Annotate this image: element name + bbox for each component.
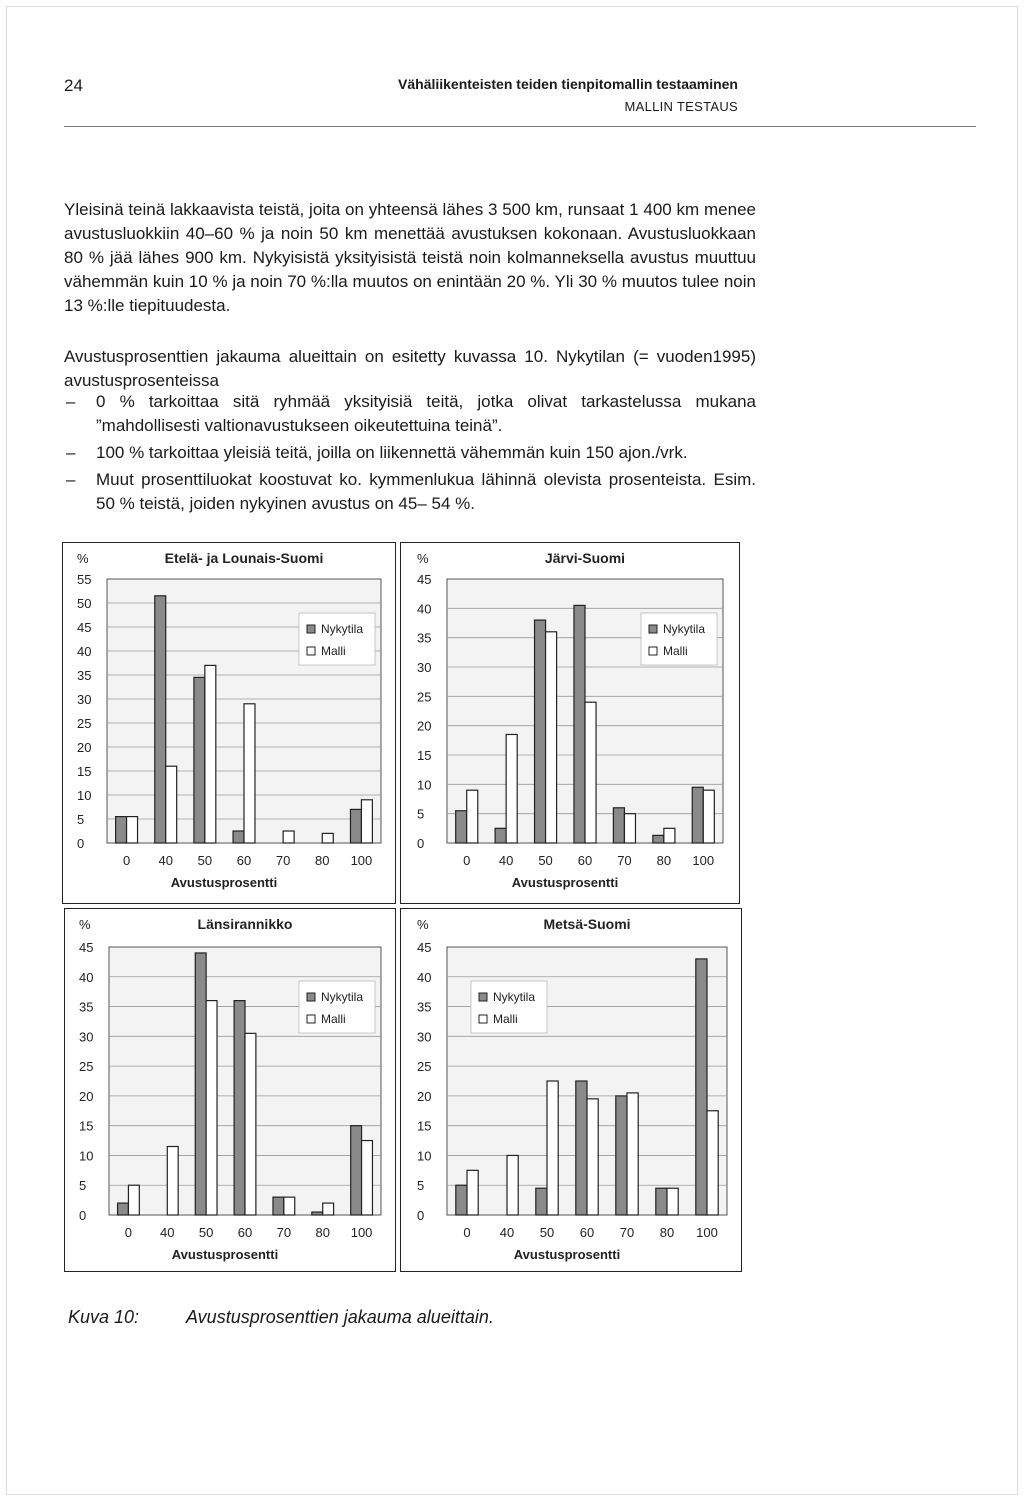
- y-tick-label: 25: [417, 1059, 432, 1075]
- bar-malli-100: [703, 790, 714, 843]
- y-tick-label: 50: [77, 596, 92, 611]
- legend-label-malli: Malli: [663, 644, 688, 658]
- x-tick-label: 100: [692, 853, 715, 868]
- bar-nykytila-40: [495, 828, 506, 843]
- y-axis-label: %: [79, 917, 91, 932]
- y-tick-label: 20: [417, 718, 432, 734]
- bar-malli-80: [664, 828, 675, 843]
- running-title: Vähäliikenteisten teiden tienpitomallin testaaminen: [398, 76, 738, 92]
- bar-nykytila-80: [653, 835, 664, 843]
- bar-malli-60: [245, 1033, 256, 1215]
- bar-nykytila-50: [195, 953, 206, 1215]
- y-tick-label: 10: [417, 1148, 432, 1164]
- legend-swatch-nykytila: [307, 993, 315, 1001]
- bar-malli-60: [585, 702, 596, 843]
- chart-svg: [65, 909, 395, 1271]
- bar-nykytila-60: [574, 605, 585, 843]
- bar-malli-70: [627, 1093, 638, 1215]
- bar-nykytila-100: [696, 959, 707, 1215]
- x-tick-label: 0: [463, 1225, 471, 1240]
- bar-nykytila-0: [456, 811, 467, 843]
- bar-malli-100: [361, 800, 372, 843]
- y-tick-label: 0: [79, 1208, 87, 1223]
- bar-malli-80: [322, 833, 333, 843]
- y-tick-label: 35: [417, 999, 432, 1015]
- y-axis-label: %: [77, 551, 89, 566]
- bar-malli-0: [467, 1170, 478, 1215]
- y-tick-label: 5: [417, 806, 425, 822]
- x-tick-label: 40: [498, 853, 514, 868]
- y-tick-label: 25: [77, 716, 92, 731]
- x-tick-label: 80: [659, 1225, 675, 1240]
- bar-nykytila-60: [233, 831, 244, 843]
- x-tick-label: 100: [350, 1225, 373, 1240]
- list-item-text: 0 % tarkoittaa sitä ryhmää yksityisiä teitä, jotka olivat tarkastelussa mukana ”mahdollisesti valtionavustukseen oikeutettuina teinä”.: [96, 392, 756, 435]
- bar-nykytila-80: [312, 1212, 323, 1215]
- legend-swatch-malli: [479, 1015, 487, 1023]
- x-tick-label: 50: [539, 1225, 555, 1240]
- x-axis-label: Avustusprosentti: [513, 1247, 621, 1262]
- legend-label-malli: Malli: [321, 1012, 346, 1026]
- x-tick-label: 60: [577, 853, 593, 868]
- x-tick-label: 100: [350, 853, 373, 868]
- header-divider: [64, 126, 976, 127]
- legend-swatch-malli: [307, 647, 315, 655]
- y-tick-label: 40: [417, 601, 432, 617]
- legend-label-nykytila: Nykytila: [321, 990, 364, 1004]
- bar-malli-50: [206, 1001, 217, 1215]
- y-tick-label: 45: [77, 620, 92, 635]
- bar-malli-80: [323, 1203, 334, 1215]
- y-tick-label: 35: [417, 630, 432, 646]
- x-tick-label: 50: [198, 1225, 214, 1240]
- y-tick-label: 0: [417, 836, 425, 851]
- list-item-text: 100 % tarkoittaa yleisiä teitä, joilla on liikennettä vähemmän kuin 150 ajon./vrk.: [96, 443, 688, 462]
- y-tick-label: 15: [77, 764, 92, 779]
- dash-bullet: –: [66, 470, 76, 489]
- y-tick-label: 10: [77, 788, 92, 803]
- bar-malli-50: [546, 632, 557, 843]
- x-tick-label: 0: [124, 1225, 133, 1240]
- x-tick-label: 70: [276, 1225, 292, 1240]
- dash-bullet: –: [66, 392, 76, 411]
- y-tick-label: 40: [77, 644, 92, 659]
- y-tick-label: 35: [79, 999, 94, 1015]
- bar-malli-40: [507, 1155, 518, 1215]
- x-tick-label: 100: [696, 1225, 718, 1240]
- y-tick-label: 0: [417, 1208, 425, 1223]
- chart-title: Länsirannikko: [197, 916, 293, 932]
- y-axis-label: %: [417, 551, 429, 566]
- bar-nykytila-50: [536, 1188, 547, 1215]
- list-item: [64, 390, 756, 438]
- list-item: [64, 441, 756, 465]
- running-subtitle: MALLIN TESTAUS: [624, 99, 738, 114]
- figure-caption-label: Kuva 10:: [68, 1307, 140, 1327]
- bar-malli-80: [667, 1188, 678, 1215]
- list-item: [64, 468, 756, 516]
- bar-malli-40: [167, 1147, 178, 1215]
- x-tick-label: 80: [315, 1225, 330, 1240]
- y-tick-label: 20: [417, 1088, 432, 1104]
- bar-nykytila-100: [350, 809, 361, 843]
- x-tick-label: 40: [160, 1225, 175, 1240]
- y-tick-label: 55: [77, 572, 92, 587]
- y-tick-label: 10: [417, 777, 432, 793]
- bar-malli-0: [127, 817, 138, 843]
- legend-swatch-malli: [307, 1015, 315, 1023]
- bar-nykytila-70: [616, 1096, 627, 1215]
- y-tick-label: 5: [79, 1178, 87, 1194]
- chart-title: Metsä-Suomi: [543, 916, 631, 932]
- legend-swatch-nykytila: [649, 625, 657, 633]
- list-item-text: Muut prosenttiluokat koostuvat ko. kymmenlukua lähinnä olevista prosenteista. Esim. 50 % teistä, joiden nykyinen avustus on 45– 54 %.: [96, 470, 756, 513]
- chart-svg: [401, 543, 739, 903]
- legend-swatch-nykytila: [479, 993, 487, 1001]
- chart-title: Järvi-Suomi: [544, 550, 626, 566]
- bar-malli-100: [362, 1141, 373, 1215]
- legend-label-malli: Malli: [321, 644, 346, 658]
- bar-malli-60: [587, 1099, 598, 1215]
- bar-nykytila-40: [155, 596, 166, 843]
- x-tick-label: 80: [315, 853, 330, 868]
- chart-etela-ja-lounais-suomi: [62, 542, 396, 904]
- x-tick-label: 70: [275, 853, 291, 868]
- chart-jarvi-suomi: [400, 542, 740, 904]
- legend-swatch-malli: [649, 647, 657, 655]
- y-tick-label: 25: [417, 689, 432, 705]
- chart-metsa-suomi: [400, 908, 742, 1272]
- x-tick-label: 0: [463, 853, 471, 868]
- bar-nykytila-60: [576, 1081, 587, 1215]
- bar-nykytila-50: [194, 677, 205, 843]
- dash-bullet: –: [66, 443, 76, 462]
- y-tick-label: 15: [417, 748, 432, 763]
- y-tick-label: 40: [79, 969, 94, 985]
- x-tick-label: 60: [579, 1225, 595, 1240]
- x-tick-label: 60: [236, 853, 252, 868]
- y-tick-label: 20: [77, 740, 92, 755]
- bar-nykytila-50: [535, 620, 546, 843]
- bar-nykytila-100: [351, 1126, 362, 1215]
- x-tick-label: 70: [619, 1225, 635, 1240]
- legend-label-nykytila: Nykytila: [493, 990, 536, 1004]
- chart-svg: [401, 909, 741, 1271]
- y-tick-label: 0: [77, 836, 85, 851]
- bar-malli-70: [624, 814, 635, 843]
- page-number: 24: [64, 76, 83, 95]
- paragraph-1: Yleisinä teinä lakkaavista teistä, joita on yhteensä lähes 3 500 km, runsaat 1 400 km menee avustusluokkiin 40–60 % ja noin 50 km menettää avustuksen kokonaan. Avustusluokkaan 80 % jää lähes 900 km. Nykyisistä yksityisistä teistä noin kolmanneksella avustus muuttuu vähemmän kuin 10 % ja noin 70 %:lla muutos on enintään 20 %. Yli 30 % muutos tulee noin 13 %:lle tiepituudesta.: [64, 200, 756, 315]
- bar-nykytila-70: [613, 808, 624, 843]
- bar-malli-50: [205, 665, 216, 843]
- legend-label-nykytila: Nykytila: [663, 622, 706, 636]
- y-tick-label: 10: [79, 1148, 94, 1164]
- chart-svg: [63, 543, 395, 903]
- bar-malli-70: [284, 1197, 295, 1215]
- bar-malli-0: [467, 790, 478, 843]
- x-axis-label: Avustusprosentti: [511, 875, 619, 890]
- chart-title: Etelä- ja Lounais-Suomi: [164, 550, 324, 566]
- bar-malli-100: [707, 1111, 718, 1215]
- bar-nykytila-0: [116, 817, 127, 843]
- x-tick-label: 0: [122, 853, 131, 868]
- bar-malli-60: [244, 704, 255, 843]
- legend-swatch-nykytila: [307, 625, 315, 633]
- definition-list: [64, 390, 756, 519]
- y-tick-label: 5: [417, 1178, 425, 1194]
- y-tick-label: 45: [417, 940, 432, 955]
- y-tick-label: 30: [417, 1029, 432, 1045]
- bar-malli-50: [547, 1081, 558, 1215]
- legend-label-nykytila: Nykytila: [321, 622, 364, 636]
- x-tick-label: 80: [656, 853, 672, 868]
- y-tick-label: 35: [77, 668, 92, 683]
- x-tick-label: 40: [499, 1225, 515, 1240]
- x-tick-label: 50: [197, 853, 213, 868]
- y-tick-label: 20: [79, 1088, 94, 1104]
- x-tick-label: 60: [237, 1225, 253, 1240]
- y-tick-label: 30: [77, 692, 92, 707]
- y-tick-label: 45: [417, 572, 432, 587]
- bar-nykytila-100: [692, 787, 703, 843]
- x-tick-label: 70: [617, 853, 632, 868]
- y-tick-label: 45: [79, 940, 94, 955]
- y-tick-label: 15: [79, 1118, 94, 1134]
- y-tick-label: 15: [417, 1118, 432, 1134]
- y-tick-label: 25: [79, 1059, 94, 1075]
- x-axis-label: Avustusprosentti: [170, 875, 278, 890]
- bar-nykytila-80: [656, 1188, 667, 1215]
- y-tick-label: 40: [417, 969, 432, 985]
- y-tick-label: 30: [417, 660, 432, 675]
- paragraph-2: Avustusprosenttien jakauma alueittain on esitetty kuvassa 10. Nykytilan (= vuoden1995) avustusprosenteissa: [64, 347, 756, 390]
- bar-nykytila-0: [456, 1185, 467, 1215]
- chart-lansirannikko: [64, 908, 396, 1272]
- bar-nykytila-70: [273, 1197, 284, 1215]
- bar-malli-40: [166, 766, 177, 843]
- x-tick-label: 40: [158, 853, 173, 868]
- x-axis-label: Avustusprosentti: [171, 1247, 279, 1262]
- legend-label-malli: Malli: [493, 1012, 518, 1026]
- y-tick-label: 5: [77, 812, 85, 827]
- bar-malli-0: [128, 1185, 139, 1215]
- bar-nykytila-60: [234, 1001, 245, 1215]
- bar-malli-70: [283, 831, 294, 843]
- bar-malli-40: [506, 734, 517, 843]
- y-tick-label: 30: [79, 1029, 94, 1045]
- bar-nykytila-0: [118, 1203, 129, 1215]
- figure-caption-text: Avustusprosenttien jakauma alueittain.: [186, 1307, 494, 1327]
- y-axis-label: %: [417, 917, 429, 932]
- x-tick-label: 50: [538, 853, 553, 868]
